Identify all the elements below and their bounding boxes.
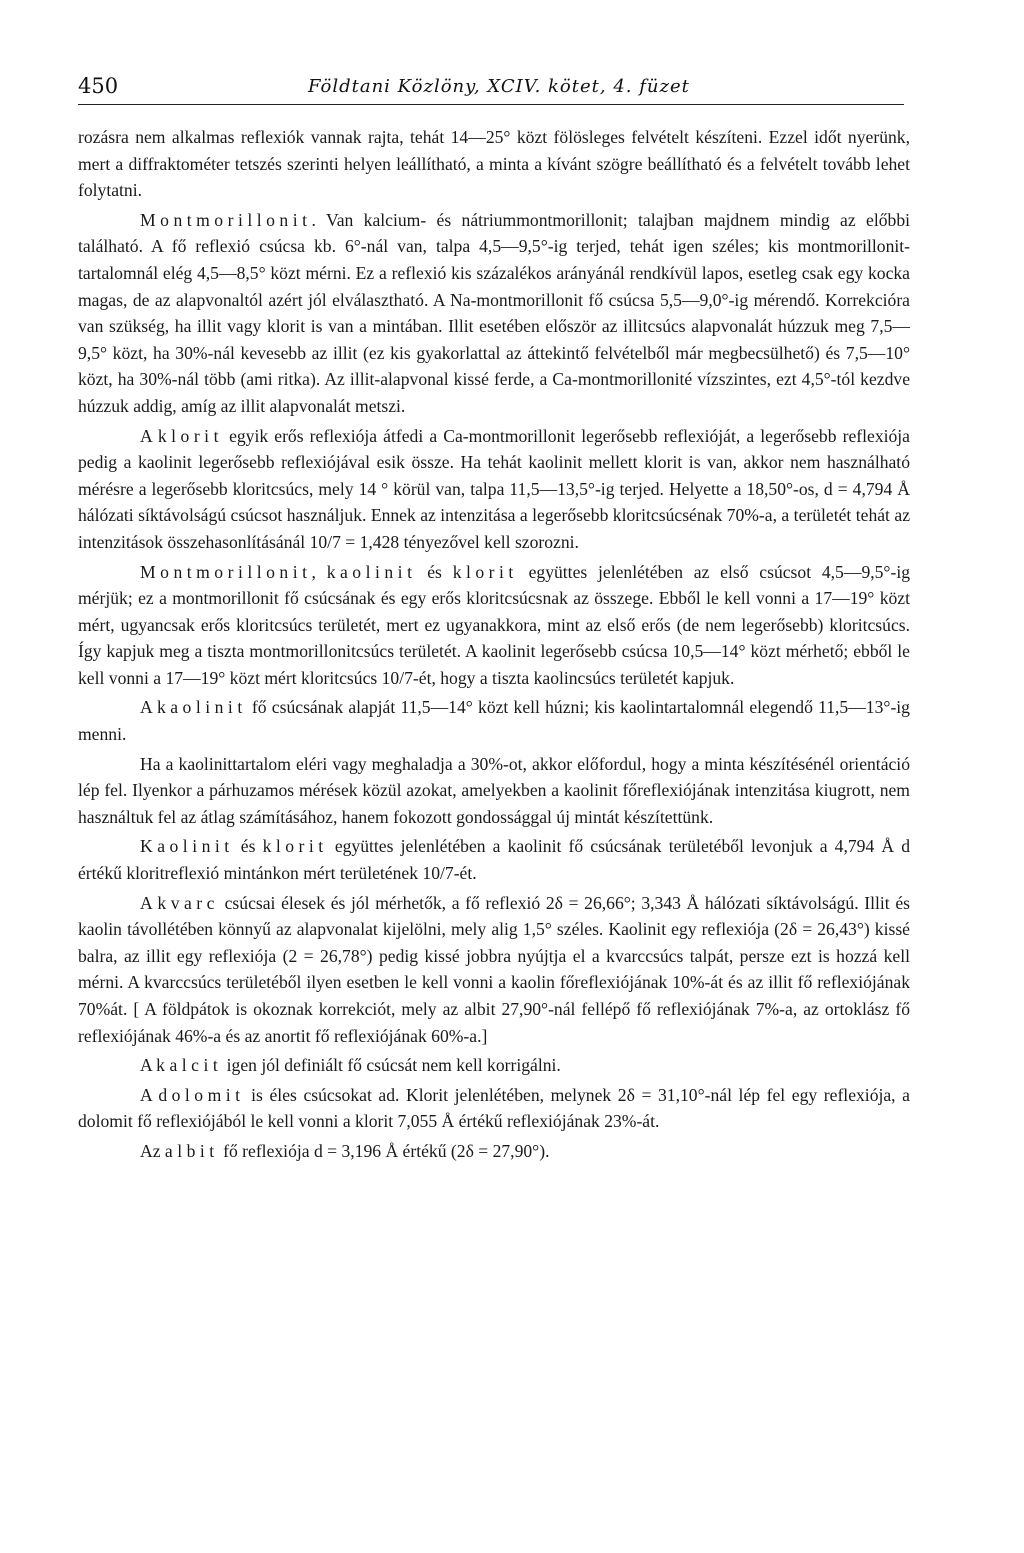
text-run: . Van kalcium- és nátriummontmorillonit; talajban majdnem mindig az előbbi található. A fő reflexió csúcsa kb. 6°-nál van, talpa 4,5—9,5°-ig terjed, tehát igen széles; kis montmorillonit-tartalomnál elég 4,5—8,5° közt mérni. Ez a reflexió kis százalékos arányánál rendkívül lapos, esetleg csak egy kocka magas, de az alapvonaltól azért jól elválasztható. A Na-montmorillonit fő csúcsa 5,5—9,0°-ig mérendő. Korrekcióra van szükség, ha illit vagy klorit is van a mintában. Illit esetében először az illitcsúcs alapvonalát húzzuk meg 7,5—9,5° közt, ha 30%-nál kevesebb az illit (ez kis gyakorlattal az áttekintő felvételből már megbecsülhető) és 7,5—10° közt, ha 30%-nál több (ami ritka). Az illit-alapvonal kissé ferde, a Ca-montmorillonité vízszintes, ezt 4,5°-tól kezdve húzzuk addig, amíg az illit alapvonalát metszi. bbox=[78, 209, 910, 416]
text-run: és bbox=[416, 561, 453, 582]
text-run: rozásra nem alkalmas reflexiók vannak rajta, tehát 14—25° közt fölösleges felvételt készíteni. Ezzel időt nyerünk, mert a diffraktométer tetszés szerinti helyen leállítható, a minta a kívánt szögre beállítható és a felvételt tovább lehet folytatni. bbox=[78, 127, 910, 201]
mineral-term: kaolinit bbox=[156, 697, 247, 718]
paragraph bbox=[78, 833, 910, 886]
text-run: is éles csúcsokat ad. Klorit jelenlétében, melynek 2δ = 31,10°-nál lép fel egy reflexiója, a dolomit fő reflexiójából le kell vonni a klorit 7,055 Å értékű reflexiójának 23%-át. bbox=[78, 1084, 910, 1132]
text-run: Ha a kaolinittartalom eléri vagy meghaladja a 30%-ot, akkor előfordul, hogy a minta készítésénél orientáció lép fel. Ilyenkor a párhuzamos mérések közül azokat, amelyekben a kaolinit főreflexiójának intenzitása kiugrott, nem használtuk fel az átlag számításához, hanem fokozott gondossággal új mintát készítettünk. bbox=[78, 753, 910, 827]
page-number: 450 bbox=[78, 74, 119, 98]
text-run: , bbox=[311, 561, 327, 582]
paragraph bbox=[78, 423, 910, 556]
text-run: igen jól definiált fő csúcsát nem kell korrigálni. bbox=[222, 1055, 561, 1076]
text-run: A bbox=[140, 697, 157, 718]
journal-running-title: Földtani Közlöny, XCIV. kötet, 4. füzet bbox=[308, 76, 690, 97]
paragraph bbox=[78, 207, 910, 420]
paragraph bbox=[78, 890, 910, 1050]
mineral-term: albit bbox=[164, 1140, 219, 1161]
text-run: csúcsai élesek és jól mérhetők, a fő reflexió 2δ = 26,66°; 3,343 Å hálózati síktávolságú. Illit és kaolin távollétében könnyű az alapvonalat kijelölni, mely alig 1,5° széles. Kaolinit egy reflexiója (2δ = 26,43°) kissé balra, az illit egy reflexiója (2 = 26,78°) pedig kissé jobbra nyújtja el a kvarccsúcs talpát, persze ezt is hozzá kell mérni. A kvarccsúcs területéből ilyen esetben le kell vonni a kaolin főreflexiójának 10%-át és az illit fő reflexiójának 70%át. [ A földpátok is okoznak korrekciót, mely az albit 27,90°-nál fellépő fő reflexiójának 7%-a, az ortoklász fő reflexiójának 46%-a és az anortit fő reflexiójának 60%-a.] bbox=[78, 892, 910, 1046]
paragraph bbox=[78, 694, 910, 747]
text-run: egyik erős reflexiója átfedi a Ca-montmorillonit legerősebb reflexióját, a legerősebb reflexiója pedig a kaolinit legerősebb reflexiójával esik össze. Ha tehát kaolinit mellett klorit is van, akkor nem használható mérésre a legerősebb kloritcsúcs, mely 14 ° körül van, talpa 11,5—13,5°-ig terjed. Helyette a 18,50°-os, d = 4,794 Å hálózati síktávolságú csúcsot használjuk. Ennek az intenzitása a legerősebb kloritcsúcsénak 70%-a, a területét tehát az intenzitások összehasonlításánál 10/7 = 1,428 tényezővel kell szorozni. bbox=[78, 425, 910, 552]
mineral-term: kalcit bbox=[156, 1055, 223, 1076]
mineral-term: Montmorillonit bbox=[140, 561, 312, 582]
paragraph bbox=[78, 1052, 910, 1079]
text-run: A bbox=[140, 1084, 159, 1105]
text-run: Az bbox=[140, 1140, 165, 1161]
mineral-term: klorit bbox=[262, 836, 328, 857]
text-run: fő reflexiója d = 3,196 Å értékű (2δ = 27,90°). bbox=[218, 1140, 550, 1161]
text-run: együttes jelenlétében a kaolinit fő csúcsának területéből levonjuk a 4,794 Å d értékű kloritreflexió mintánkon mért területének 10/7-ét. bbox=[78, 836, 911, 884]
paragraph bbox=[78, 1138, 910, 1165]
mineral-term: Kaolinit bbox=[140, 836, 234, 857]
paragraph bbox=[78, 751, 910, 831]
mineral-term: klorit bbox=[157, 425, 223, 446]
mineral-term: Montmorillonit bbox=[140, 209, 312, 230]
text-run: A bbox=[140, 892, 158, 913]
body-text bbox=[78, 124, 910, 1165]
paragraph bbox=[78, 1082, 910, 1135]
text-run: A bbox=[140, 425, 158, 446]
text-run: A bbox=[140, 1055, 157, 1076]
text-run: együttes jelenlétében az első csúcsot 4,5—9,5°-ig mérjük; ez a montmorillonit fő csúcsának és egy erős kloritcsúcsnak az összege. Ebből le kell vonni a 17—19° közt mért, ugyancsak erős kloritcsúcs területét, mert ez ugyanakkora, mint az első erős (de nem legerősebb) kloritcsúcs. Így kapjuk meg a tiszta montmorillonitcsúcs területét. A kaolinit legerősebb csúcsa 10,5—14° közt mérhető; ebből le kell vonni a 17—19° közt mért kloritcsúcs 10/7-ét, hogy a tiszta kaolincsúcs területét kapjuk. bbox=[78, 561, 911, 688]
text-run: és bbox=[233, 836, 263, 857]
text-run: fő csúcsának alapját 11,5—14° közt kell húzni; kis kaolintartalomnál elegendő 11,5—13°-ig menni. bbox=[78, 697, 910, 745]
mineral-term: klorit bbox=[452, 561, 518, 582]
mineral-term: kaolinit bbox=[326, 561, 417, 582]
page-header bbox=[78, 72, 904, 105]
mineral-term: dolomit bbox=[158, 1084, 245, 1105]
paragraph bbox=[78, 559, 910, 692]
paragraph bbox=[78, 124, 910, 204]
mineral-term: kvarc bbox=[157, 892, 219, 913]
